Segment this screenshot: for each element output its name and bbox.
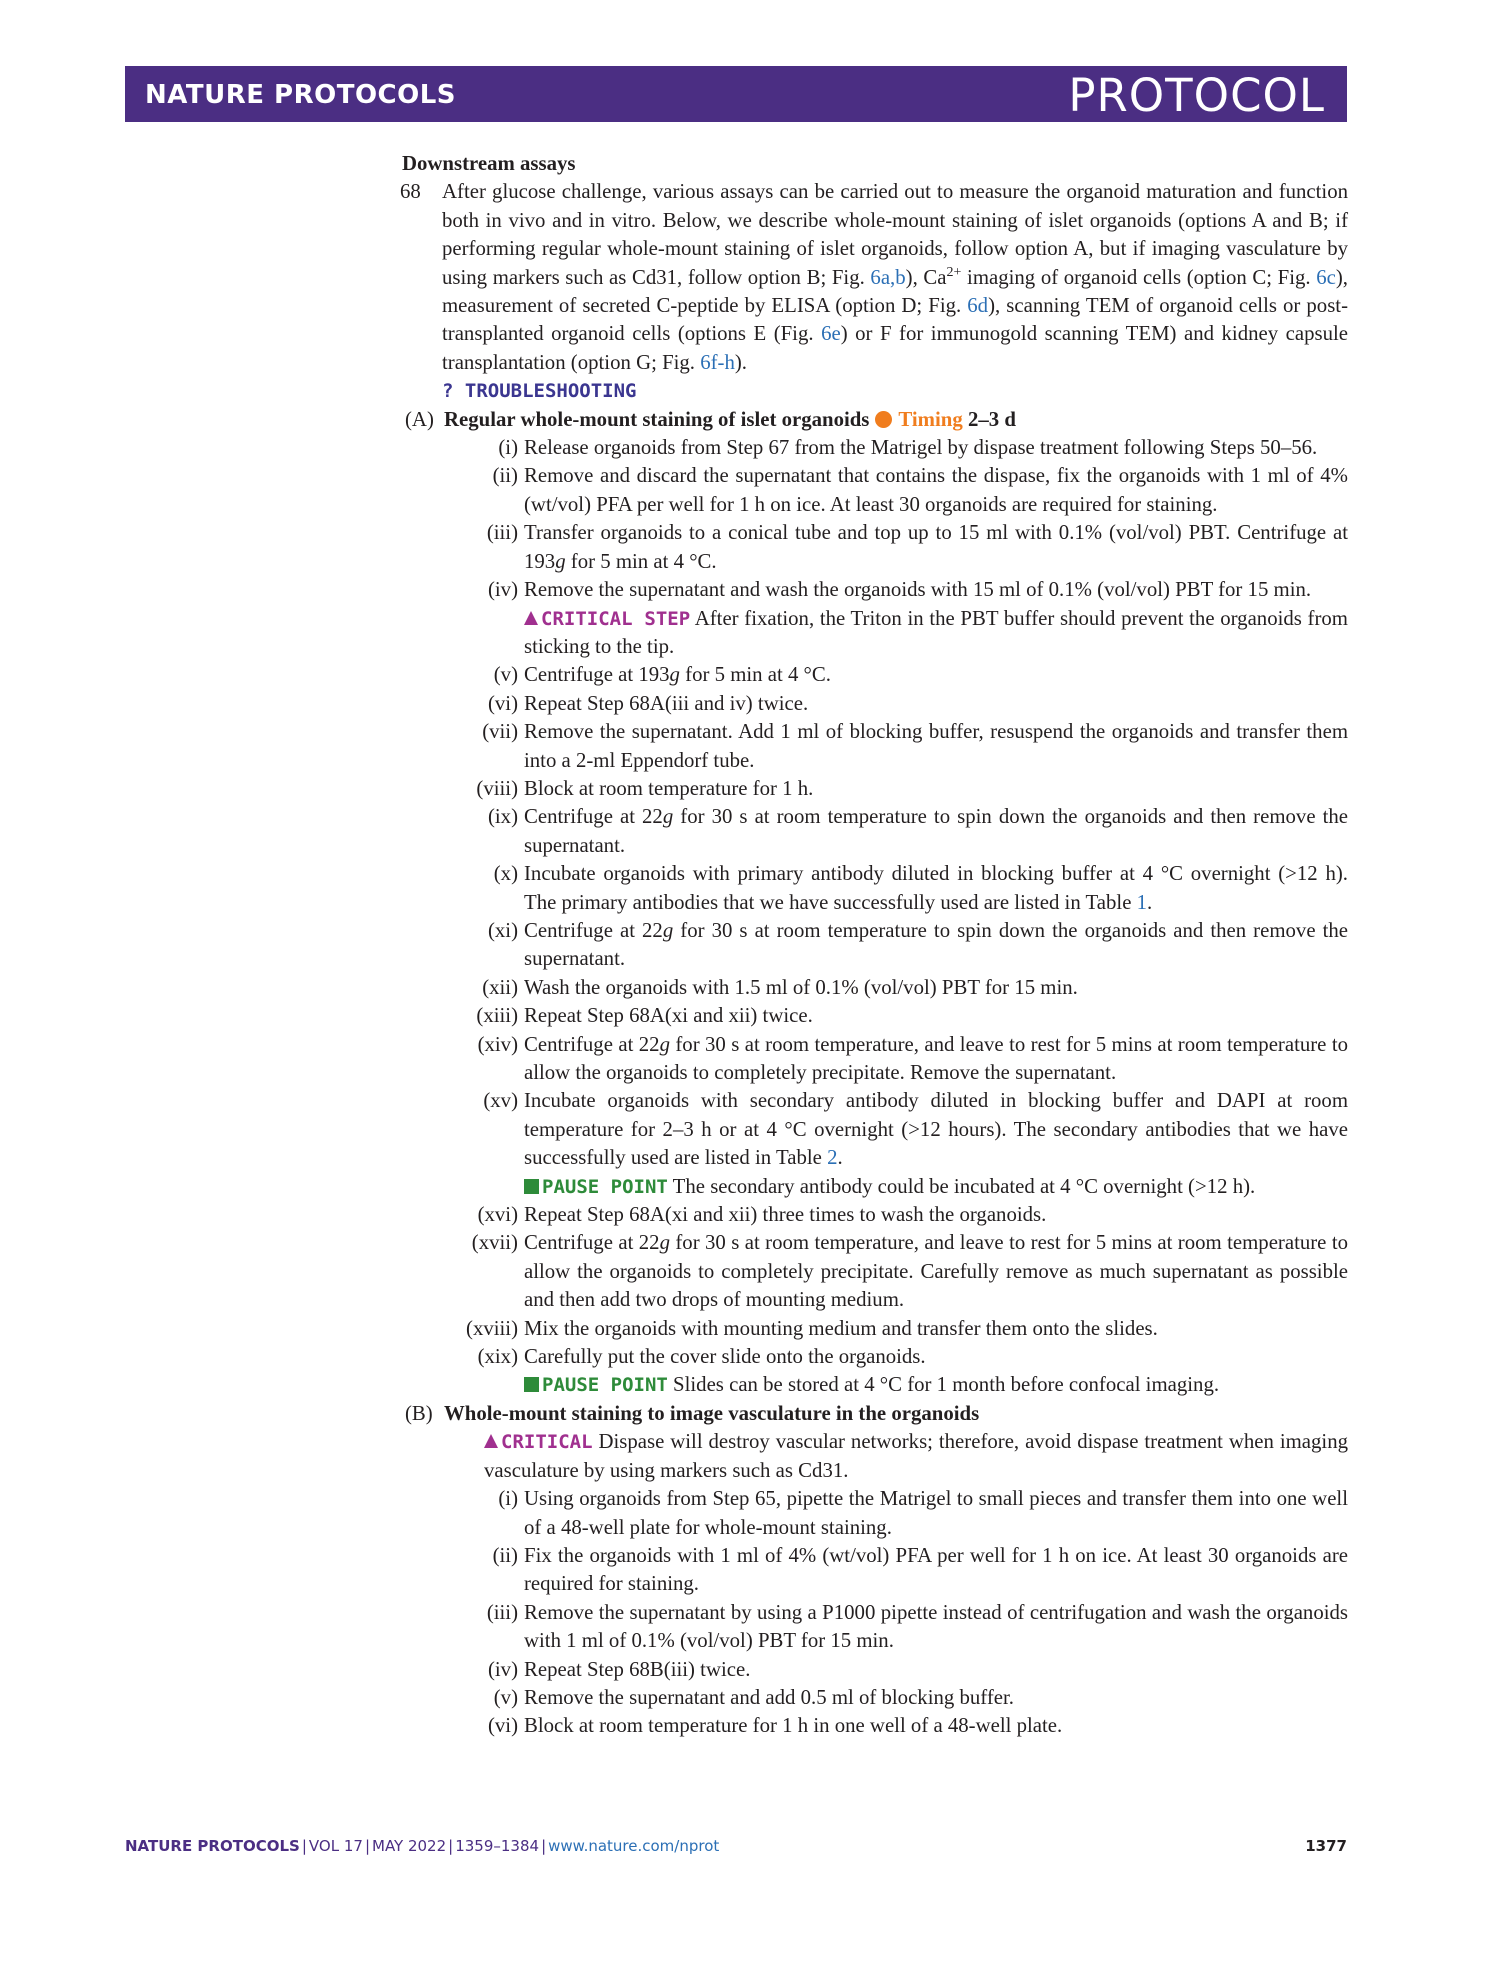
timing-label: Timing (898, 407, 963, 431)
item-text: Mix the organoids with mounting medium and transfer them onto the slides. (524, 1316, 1158, 1340)
option-b-label: (B) (405, 1401, 433, 1425)
item-text: Incubate organoids with primary antibody diluted in blocking buffer at 4 °C overnight (>12 h). The primary antibodies that we have successfully used are listed in Table (524, 862, 1348, 914)
item-label: (ii) (492, 1543, 518, 1567)
item-text: Carefully put the cover slide onto the organoids. (524, 1345, 926, 1369)
list-item (402, 1002, 1348, 1030)
option-b-heading (402, 1400, 1348, 1428)
item-label: (xiii) (476, 1004, 518, 1028)
item-label: (iv) (487, 578, 518, 602)
item-label: (xiv) (477, 1032, 518, 1056)
item-text: Repeat Step 68A(xi and xii) twice. (524, 1004, 813, 1028)
list-item (402, 519, 1348, 576)
item-text: . (837, 1146, 843, 1170)
pause-square-icon (524, 1377, 539, 1392)
item-text: Remove the supernatant. Add 1 ml of blocking buffer, resuspend the organoids and transfer them into a 2-ml Eppendorf tube. (524, 720, 1348, 772)
table-link-1[interactable]: 1 (1136, 890, 1148, 914)
step-text: ), scanning TEM of organoid cells or post-transplanted organoid cells (options E (Fig. (442, 294, 1348, 346)
item-label: (v) (493, 663, 518, 687)
critical-step-label: CRITICAL STEP (541, 607, 691, 630)
option-a-title: Regular whole-mount staining of islet organoids (444, 407, 870, 431)
critical-triangle-icon (524, 611, 538, 625)
item-label: (i) (498, 436, 518, 460)
pause-point-label: PAUSE POINT (542, 1374, 668, 1397)
item-text: for 5 min at 4 °C. (565, 549, 717, 573)
journal-name: NATURE PROTOCOLS (145, 80, 457, 110)
critical-step-note (402, 605, 1348, 662)
list-item (402, 1201, 1348, 1229)
critical-step-text: After fixation, the Triton in the PBT buffer should prevent the organoids from sticking to the tip. (524, 606, 1348, 658)
list-item (402, 1599, 1348, 1656)
item-label: (xii) (482, 975, 518, 999)
item-label: (x) (493, 862, 518, 886)
critical-label: CRITICAL (501, 1431, 593, 1454)
item-text: Block at room temperature for 1 h. (524, 776, 814, 800)
pause-point-label: PAUSE POINT (542, 1175, 668, 1198)
header-banner (125, 66, 1347, 122)
item-label: (xix) (477, 1345, 518, 1369)
list-item (402, 1712, 1348, 1740)
list-item (402, 775, 1348, 803)
item-text: Release organoids from Step 67 from the Matrigel by dispase treatment following Steps 50–56. (524, 436, 1318, 460)
timing-dot-icon (875, 411, 892, 428)
g-unit: g (659, 1032, 670, 1056)
item-label: (viii) (476, 776, 518, 800)
critical-text: Dispase will destroy vascular networks; therefore, avoid dispase treatment when imaging vasculature by using markers such as Cd31. (484, 1430, 1348, 1482)
timing-value: 2–3 d (967, 407, 1016, 431)
item-text: Centrifuge at 22 (524, 1032, 660, 1056)
item-text: for 30 s at room temperature, and leave to rest for 5 mins at room temperature to allow the organoids to completely precipitate. Carefully remove as much supernatant as possible and then add two drops of mounting medium. (524, 1231, 1348, 1312)
item-text: Centrifuge at 193 (524, 663, 670, 687)
table-link-2[interactable]: 2 (827, 1146, 838, 1170)
item-text: for 5 min at 4 °C. (679, 663, 831, 687)
footer-volume: VOL 17 (308, 1837, 363, 1855)
item-text: for 30 s at room temperature to spin down the organoids and then remove the supernatant. (524, 918, 1348, 971)
page-number: 1377 (1305, 1837, 1347, 1855)
item-text: Centrifuge at 22 (524, 918, 663, 942)
item-text: Remove the supernatant by using a P1000 pipette instead of centrifugation and wash the organoids with 1 ml of 0.1% (vol/vol) PBT for 15 min. (524, 1600, 1348, 1653)
step-text: ). (734, 350, 747, 374)
item-text: Incubate organoids with secondary antibody diluted in blocking buffer and DAPI at room temperature for 2–3 h or at 4 °C overnight (>12 hours). The secondary antibodies that we have successfully used are listed in Table (524, 1089, 1348, 1170)
g-unit: g (662, 805, 674, 829)
critical-triangle-icon (484, 1434, 498, 1448)
list-item (402, 917, 1348, 974)
list-item (402, 1343, 1348, 1371)
superscript: 2+ (946, 264, 962, 280)
fig-link-6ab[interactable]: 6a,b (870, 265, 906, 289)
step-text: After glucose challenge, various assays can be carried out to measure the organoid maturation and function both in vivo and in vitro. Below, we describe whole-mount staining of islet organoids (options A and B; if performing regular whole-mount staining of islet organoids, follow option A, but if imaging vasculature by using markers such as Cd31, follow option B; Fig. (442, 180, 1348, 289)
item-text: Centrifuge at 22 (524, 805, 663, 829)
item-text: Repeat Step 68A(xi and xii) three times to wash the organoids. (524, 1203, 1047, 1227)
item-label: (vi) (487, 691, 518, 715)
pause-square-icon (524, 1179, 539, 1194)
fig-link-6c[interactable]: 6c (1316, 265, 1336, 289)
item-label: (iii) (486, 521, 518, 545)
item-label: (vii) (482, 720, 518, 744)
footer-journal: NATURE PROTOCOLS (125, 1837, 300, 1855)
option-b-title: Whole-mount staining to image vasculature in the organoids (444, 1401, 980, 1425)
list-item (402, 661, 1348, 689)
item-text: for 30 s at room temperature to spin down the organoids and then remove the supernatant. (524, 805, 1348, 857)
article-body (402, 150, 1348, 1741)
list-item (402, 1684, 1348, 1712)
item-label: (iii) (486, 1600, 518, 1624)
pause-point-note (402, 1173, 1348, 1201)
pause-point-text: The secondary antibody could be incubated at 4 °C overnight (>12 h). (667, 1174, 1256, 1198)
fig-link-6fh[interactable]: 6f-h (700, 350, 735, 374)
troubleshooting-label: ? TROUBLESHOOTING (442, 380, 637, 403)
step-text: ), measurement of secreted C-peptide by ELISA (option D; Fig. (442, 265, 1348, 318)
list-item (402, 803, 1348, 860)
article-type: PROTOCOL (1068, 69, 1325, 122)
footer-url-link[interactable]: www.nature.com/nprot (548, 1837, 720, 1855)
list-item (402, 1485, 1348, 1542)
g-unit: g (669, 663, 680, 687)
item-text: Block at room temperature for 1 h in one well of a 48-well plate. (524, 1714, 1063, 1738)
list-item (402, 1656, 1348, 1684)
step-text: ) or F for immunogold scanning TEM) and kidney capsule transplantation (option G; Fig. (442, 322, 1348, 374)
g-unit: g (659, 1231, 670, 1255)
item-label: (xviii) (466, 1316, 518, 1340)
list-item (402, 1229, 1348, 1314)
list-item (402, 1542, 1348, 1599)
item-text: for 30 s at room temperature, and leave to rest for 5 mins at room temperature to allow the organoids to completely precipitate. Remove the supernatant. (524, 1032, 1348, 1084)
critical-note (402, 1428, 1348, 1485)
step-text: ), Ca (905, 265, 947, 289)
list-item (402, 860, 1348, 917)
item-text: Repeat Step 68A(iii and iv) twice. (524, 691, 809, 715)
pause-point-text: Slides can be stored at 4 °C for 1 month before confocal imaging. (667, 1373, 1220, 1397)
footer-date: MAY 2022 (372, 1837, 447, 1855)
g-unit: g (662, 918, 674, 942)
item-text: Remove the supernatant and wash the organoids with 15 ml of 0.1% (vol/vol) PBT for 15 min. (524, 578, 1312, 602)
item-text: Transfer organoids to a conical tube and top up to 15 ml with 0.1% (vol/vol) PBT. Centrifuge at 193 (524, 521, 1348, 573)
footer-citation: NATURE PROTOCOLS | VOL 17 | MAY 2022 | 1359–1384 | www.nature.com/nprot (125, 1837, 720, 1855)
step-number: 68 (400, 180, 421, 204)
page-footer (125, 1837, 1347, 1861)
item-text: . (1147, 890, 1153, 914)
list-item (402, 462, 1348, 519)
list-item (402, 576, 1348, 604)
item-text: Using organoids from Step 65, pipette the Matrigel to small pieces and transfer them into one well of a 48-well plate for whole-mount staining. (524, 1487, 1348, 1539)
step-text: imaging of organoid cells (option C; Fig. (961, 265, 1317, 289)
list-item (402, 1315, 1348, 1343)
pause-point-note (402, 1371, 1348, 1399)
list-item (402, 718, 1348, 775)
fig-link-6e[interactable]: 6e (821, 322, 841, 346)
item-label: (ix) (487, 805, 518, 829)
step-68 (402, 178, 1348, 377)
item-label: (xi) (487, 918, 518, 942)
list-item (402, 1087, 1348, 1172)
option-a-heading (402, 406, 1348, 434)
list-item (402, 1031, 1348, 1088)
item-label: (i) (498, 1487, 518, 1511)
list-item (402, 974, 1348, 1002)
option-a-label: (A) (405, 407, 434, 431)
item-label: (v) (493, 1685, 518, 1709)
item-text: Repeat Step 68B(iii) twice. (524, 1657, 751, 1681)
item-text: Remove the supernatant and add 0.5 ml of blocking buffer. (524, 1685, 1014, 1709)
item-label: (xvi) (477, 1203, 518, 1227)
list-item (402, 434, 1348, 462)
item-text: Wash the organoids with 1.5 ml of 0.1% (vol/vol) PBT for 15 min. (524, 975, 1078, 999)
g-unit: g (555, 549, 566, 573)
section-heading: Downstream assays (402, 152, 576, 175)
item-label: (vi) (487, 1714, 518, 1738)
item-label: (xvii) (471, 1231, 518, 1255)
list-item (402, 690, 1348, 718)
item-label: (xv) (483, 1089, 518, 1113)
fig-link-6d[interactable]: 6d (967, 294, 989, 318)
item-text: Remove and discard the supernatant that contains the dispase, fix the organoids with 1 ml of 4% (wt/vol) PFA per well for 1 h on ice. At least 30 organoids are required for staining. (524, 464, 1348, 516)
item-label: (iv) (487, 1657, 518, 1681)
item-label: (ii) (492, 464, 518, 488)
item-text: Fix the organoids with 1 ml of 4% (wt/vol) PFA per well for 1 h on ice. At least 30 organoids are required for staining. (524, 1543, 1348, 1596)
item-text: Centrifuge at 22 (524, 1231, 660, 1255)
footer-pages: 1359–1384 (455, 1837, 540, 1855)
